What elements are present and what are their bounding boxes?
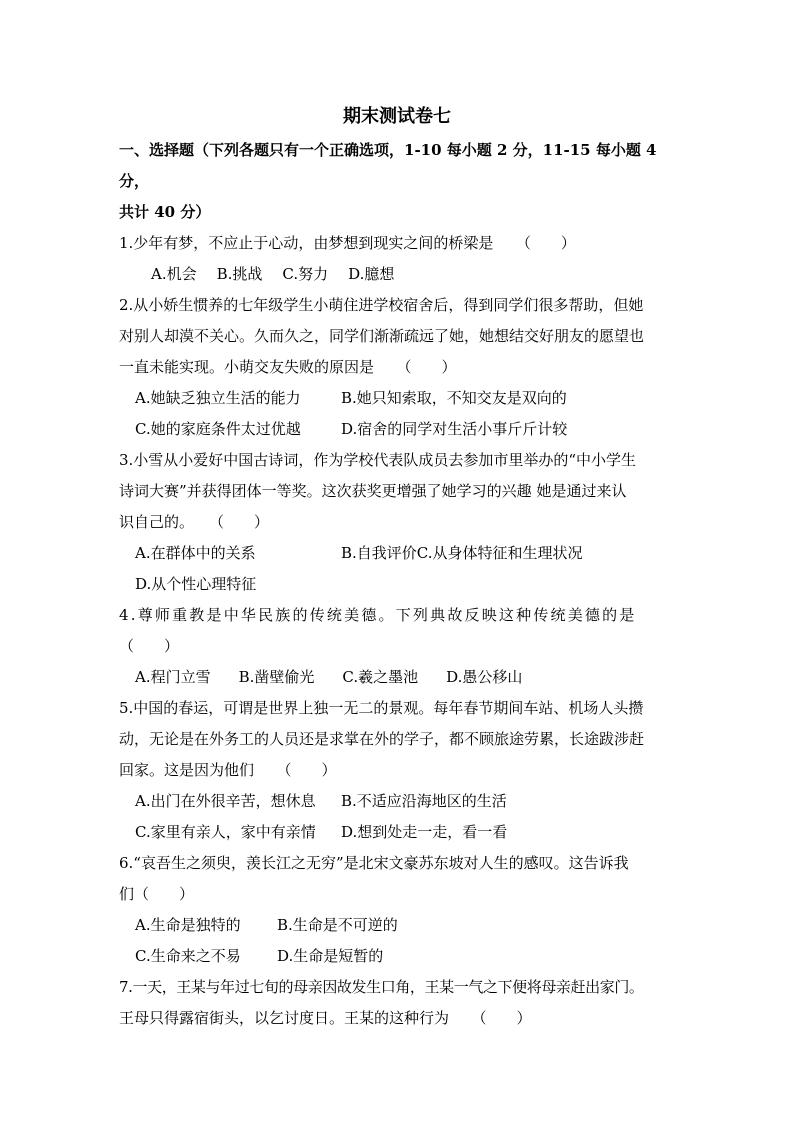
option-b: B.她只知索取，不知交友是双向的 <box>341 389 567 407</box>
section-heading-line1: 一、选择题（下列各题只有一个正确选项，1-10 每小题 2 分，11-15 每小题 4 分， <box>119 141 657 190</box>
option-d: D.想到处走一走，看一看 <box>341 823 508 841</box>
option-c: C.羲之墨池 <box>342 668 419 686</box>
question-stem-line: 回家。这是因为他们 （ ） <box>119 761 337 779</box>
question-stem-line: 7.一天，王某与年过七旬的母亲因故发生口角，王某一气之下便将母亲赶出家门。 <box>119 978 644 996</box>
options-grid <box>119 910 675 941</box>
question-stem-line: 们（ ） <box>119 885 195 903</box>
question-stem-line: 6.“哀吾生之须臾，羡长江之无穷”是北宋文豪苏东坡对人生的感叹。这告诉我 <box>119 854 629 872</box>
option-a: A.她缺乏独立生活的能力 <box>135 389 301 407</box>
option-b: B.自我评价 <box>341 544 417 562</box>
option-a: A.在群体中的关系 <box>135 544 256 562</box>
option-b: B.挑战 <box>216 265 263 283</box>
question-stem-line: 5.中国的春运，可谓是世界上独一无二的景观。每年春节期间车站、机场人头攒 <box>119 699 644 717</box>
question-stem-line: 3.小雪从小爱好中国古诗词，作为学校代表队成员去参加市里举办的“中小学生 <box>119 451 636 469</box>
option-c: C.生命来之不易 <box>135 947 241 965</box>
question-stem-line: 识自己的。 （ ） <box>119 513 270 531</box>
question-stem-line: 2.从小娇生惯养的七年级学生小萌住进学校宿舍后，得到同学们很多帮助，但她 <box>119 296 644 314</box>
question-stem-line: 一直未能实现。小萌交友失败的原因是 （ ） <box>119 358 457 376</box>
option-c: C.家里有亲人，家中有亲情 <box>135 823 316 841</box>
options-grid <box>119 383 675 445</box>
option-b: B.凿壁偷光 <box>238 668 315 686</box>
option-a: A.出门在外很辛苦，想休息 <box>135 792 316 810</box>
option-a: A.程门立雪 <box>135 668 211 686</box>
options-row <box>119 662 675 693</box>
option-d: D.愚公移山 <box>446 668 523 686</box>
options-grid <box>119 538 675 600</box>
options-row <box>119 259 675 290</box>
page-title: 期末测试卷七 <box>343 106 451 127</box>
section-heading <box>119 135 675 228</box>
option-c: C.她的家庭条件太过优越 <box>135 420 301 438</box>
question-stem-line: 4.尊师重教是中华民族的传统美德。下列典故反映这种传统美德的是 <box>119 606 637 624</box>
options-grid <box>119 786 675 848</box>
option-a: A.机会 <box>151 265 197 283</box>
option-d: D.生命是短暂的 <box>277 947 384 965</box>
option-d: D.宿舍的同学对生活小事斤斤计较 <box>341 420 568 438</box>
option-a: A.生命是独特的 <box>135 916 241 934</box>
options-grid <box>119 941 675 972</box>
question-stem-line: 对别人却漠不关心。久而久之，同学们渐渐疏远了她，她想结交好朋友的愿望也 <box>119 327 645 345</box>
question-stem: 1.少年有梦，不应止于心动，由梦想到现实之间的桥梁是 （ ） <box>119 234 576 252</box>
question-5 <box>119 693 675 848</box>
question-stem-line: （ ） <box>119 637 180 655</box>
option-b: B.生命是不可逆的 <box>277 916 398 934</box>
question-3 <box>119 445 675 600</box>
question-stem-line: 诗词大赛”并获得团体一等奖。这次获奖更增强了她学习的兴趣 她是通过来认 <box>119 482 627 500</box>
section-heading-line2: 共计 40 分） <box>119 203 211 221</box>
option-d: D.从个性心理特征 <box>135 575 257 593</box>
question-1 <box>119 228 675 290</box>
option-b: B.不适应沿海地区的生活 <box>341 792 507 810</box>
question-4 <box>119 600 675 693</box>
question-stem-line: 动，无论是在外务工的人员还是求掌在外的学子，都不顾旅途劳累，长途跋涉赶 <box>119 730 645 748</box>
option-c: C.从身体特征和生理状况 <box>416 544 583 562</box>
question-7 <box>119 972 675 1034</box>
question-stem-line: 王母只得露宿街头，以乞讨度日。王某的这种行为 （ ） <box>119 1009 532 1027</box>
question-6 <box>119 848 675 972</box>
option-c: C.努力 <box>282 265 329 283</box>
question-2 <box>119 290 675 445</box>
option-d: D.臆想 <box>348 265 395 283</box>
exam-page <box>119 103 675 1034</box>
